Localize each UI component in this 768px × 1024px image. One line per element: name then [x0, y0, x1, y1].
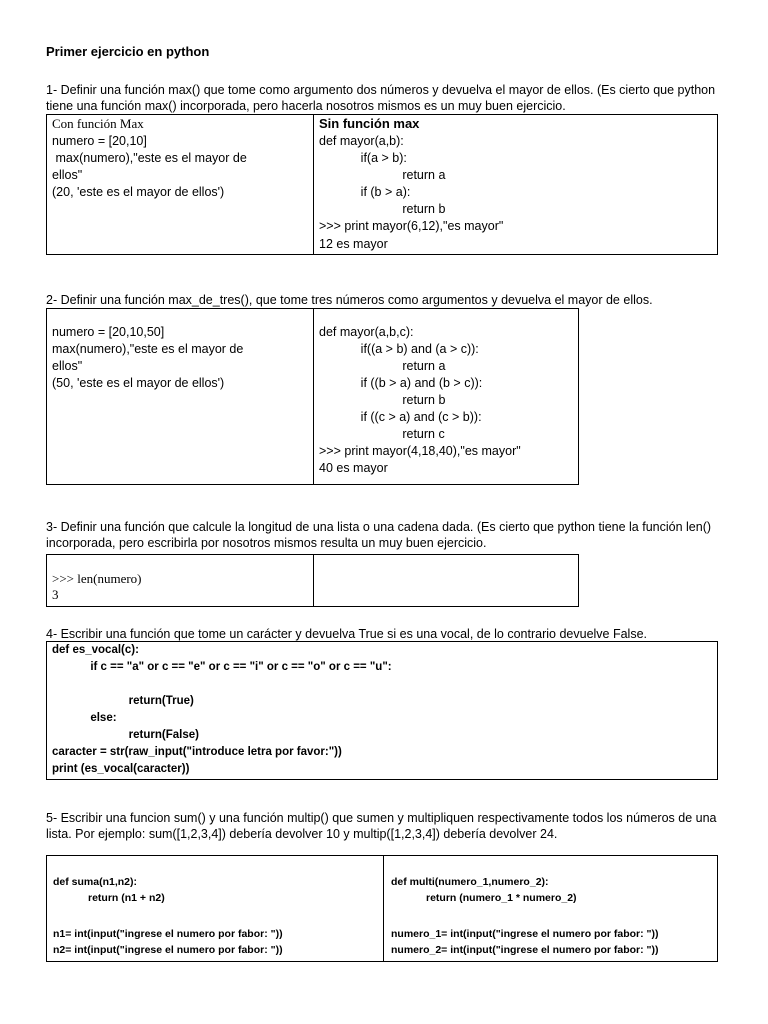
right-line: return (numero_1 * numero_2) [391, 892, 577, 904]
left-line: ellos" [52, 359, 83, 373]
table-divider [313, 309, 314, 484]
right-line: return a [319, 168, 446, 182]
right-line: def mayor(a,b): [319, 134, 404, 148]
code-line: def es_vocal(c): [52, 644, 139, 656]
left-line: return (n1 + n2) [53, 892, 165, 904]
left-line: n1= int(input("ingrese el numero por fabor: ")) [53, 928, 283, 940]
left-line: max(numero),"este es el mayor de [52, 342, 244, 356]
left-line: max(numero),"este es el mayor de [52, 151, 247, 165]
right-line: return b [319, 393, 446, 407]
right-line: return c [319, 427, 445, 441]
left-line: numero = [20,10,50] [52, 325, 165, 339]
right-line: numero_1= int(input("ingrese el numero por fabor: ")) [391, 928, 659, 940]
code-line: return(False) [52, 729, 199, 741]
right-line: if ((b > a) and (b > c)): [319, 376, 483, 390]
code-line: else: [52, 712, 117, 724]
right-line: 40 es mayor [319, 461, 388, 475]
exercise-2-table [46, 308, 579, 485]
right-line: if (b > a): [319, 185, 411, 199]
table-divider [313, 555, 314, 606]
left-line: (20, 'este es el mayor de ellos') [52, 185, 225, 199]
right-line: return a [319, 359, 446, 373]
right-line: return b [319, 202, 446, 216]
code-line: if c == "a" or c == "e" or c == "i" or c == "o" or c == "u": [52, 661, 392, 673]
left-line: def suma(n1,n2): [53, 876, 138, 888]
exercise-5-statement: 5- Escribir una funcion sum() y una función multip() que sumen y multipliquen respectivamente todos los números de una lista. Por ejemplo: sum([1,2,3,4]) debería devolver 10 y multip([1,2,3,4]) debería devolver 24. [46, 811, 717, 841]
left-line: 3 [52, 587, 59, 602]
exercise-2-statement: 2- Definir una función max_de_tres(), que tome tres números como argumentos y devuelva el mayor de ellos. [46, 293, 653, 307]
right-line: if ((c > a) and (c > b)): [319, 410, 482, 424]
exercise-4-code-box [46, 641, 718, 780]
exercise-1-table [46, 114, 718, 255]
right-header: Sin función max [319, 116, 420, 131]
table-divider [383, 856, 384, 961]
right-line: >>> print mayor(6,12),"es mayor" [319, 219, 504, 233]
code-line: print (es_vocal(caracter)) [52, 763, 190, 775]
right-line: >>> print mayor(4,18,40),"es mayor" [319, 444, 521, 458]
code-line: caracter = str(raw_input("introduce letra por favor:")) [52, 746, 342, 758]
exercise-3-table [46, 554, 579, 607]
left-line: >>> len(numero) [52, 571, 142, 586]
table-divider [313, 115, 314, 254]
exercise-3-statement: 3- Definir una función que calcule la longitud de una lista o una cadena dada. (Es cierto que python tiene la función len() incorporada, pero escribirla por nosotros mismos resulta un muy buen ejercicio. [46, 520, 712, 550]
left-line: n2= int(input("ingrese el numero por fabor: ")) [53, 944, 283, 956]
right-line: def mayor(a,b,c): [319, 325, 414, 339]
left-header: Con función Max [52, 116, 144, 131]
left-line: ellos" [52, 168, 83, 182]
exercise-1-statement: 1- Definir una función max() que tome como argumento dos números y devuelva el mayor de ellos. (Es cierto que python tiene una función max() incorporada, pero hacerla nosotros mismos es un muy buen ejercicio. [46, 83, 716, 113]
right-line: if((a > b) and (a > c)): [319, 342, 479, 356]
left-line: numero = [20,10] [52, 134, 147, 148]
right-line: 12 es mayor [319, 237, 388, 251]
code-line: return(True) [52, 695, 194, 707]
right-line: def multi(numero_1,numero_2): [391, 876, 549, 888]
page-title: Primer ejercicio en python [46, 44, 210, 59]
right-line: if(a > b): [319, 151, 407, 165]
exercise-5-table [46, 855, 718, 962]
exercise-4-statement: 4- Escribir una función que tome un carácter y devuelva True si es una vocal, de lo contrario devuelve False. [46, 627, 648, 641]
left-line: (50, 'este es el mayor de ellos') [52, 376, 225, 390]
right-line: numero_2= int(input("ingrese el numero por fabor: ")) [391, 944, 659, 956]
